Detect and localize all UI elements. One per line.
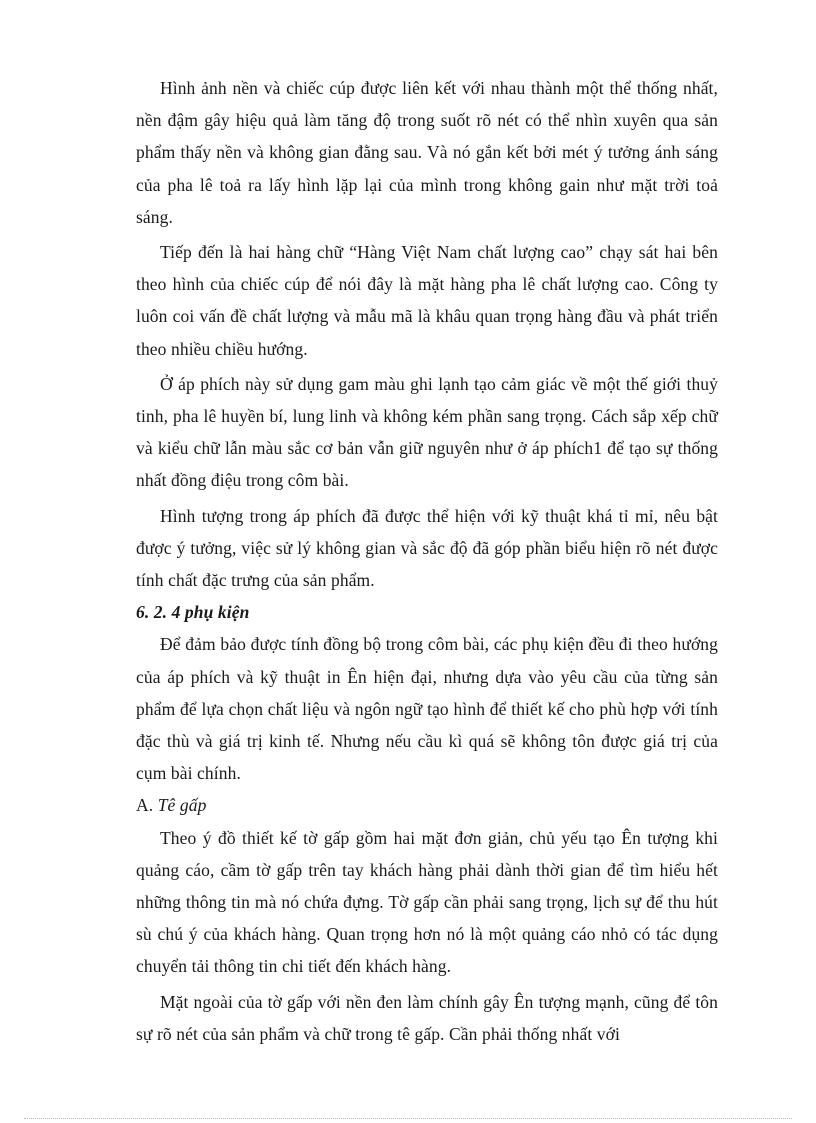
paragraph-background-cup: Hình ảnh nền và chiếc cúp được liên kết với nhau thành một thể thống nhất, nền đậm gây hiệu quả làm tăng độ trong suốt rõ nét có thể nhìn xuyên qua sản phẩm thấy nền và không gian đằng sau. Và nó gắn kết bởi mét ý tưởng ánh sáng của pha lê toả ra lấy hình lặp lại của mình trong không gain như mặt trời toả sáng.	[136, 78, 718, 227]
paragraph-image-technique: Hình tượng trong áp phích đã được thể hiện với kỹ thuật khá tỉ mỉ, nêu bật được ý tưởng, việc sử lý không gian và sắc độ đã góp phần biểu hiện rõ nét được tính chất đặc trưng của sản phẩm.	[136, 505, 718, 591]
paragraph-two-text-lines: Tiếp đến là hai hàng chữ “Hàng Việt Nam chất lượng cao” chạy sát hai bên theo hình của chiếc cúp để nói đây là mặt hàng pha lê chất lượng cao. Công ty luôn coi vấn đề chất lượng và mẫu mã là khâu quan trọng hàng đầu và phát triển theo nhiều chiều hướng.	[136, 242, 718, 359]
subheading-label: A.	[136, 795, 154, 816]
page-bottom-rule	[24, 1118, 792, 1119]
document-page	[136, 72, 718, 1050]
paragraph-leaflet-outside: Mặt ngoài của tờ gấp với nền đen làm chính gây Ên tượng mạnh, cũng để tôn sự rõ nét của sản phẩm và chữ trong tê gấp. Cần phải thống nhất với	[136, 991, 718, 1044]
subheading-title: Tê gấp	[157, 795, 207, 816]
paragraph-grey-color-scheme: Ở áp phích này sử dụng gam màu ghi lạnh tạo cảm giác về một thế giới thuỷ tinh, pha lê huyền bí, lung linh và không kém phần sang trọng. Cách sắp xếp chữ và kiểu chữ lẫn màu sắc cơ bản vẫn giữ nguyên như ở áp phích1 để tạo sự thống nhất đồng điệu trong côm bài.	[136, 373, 718, 491]
section-heading: 6. 2. 4 phụ kiện	[136, 602, 250, 623]
paragraph-leaflet-design: Theo ý đồ thiết kế tờ gấp gồm hai mặt đơn giản, chủ yếu tạo Ên tượng khi quảng cáo, cầm tờ gấp trên tay khách hàng phải dành thời gian để tìm hiểu hết những thông tin mà nó chứa đựng. Tờ gấp cần phải sang trọng, lịch sự để thu hút sù chú ý của khách hàng. Quan trọng hơn nó là một quảng cáo nhỏ có tác dụng chuyển tải thông tin chi tiết đến khách hàng.	[136, 827, 718, 977]
paragraph-accessories: Để đảm bảo được tính đồng bộ trong côm bài, các phụ kiện đều đi theo hướng của áp phích và kỹ thuật in Ên hiện đại, nhưng dựa vào yêu cầu của từng sản phẩm để lựa chọn chất liệu và ngôn ngữ tạo hình để thiết kế cho phù hợp với tính đặc thù và giá trị kinh tế. Nhưng nếu cầu kì quá sẽ không tôn được giá trị của cụm bài chính.	[136, 634, 718, 784]
subheading-leaflet	[136, 789, 718, 821]
